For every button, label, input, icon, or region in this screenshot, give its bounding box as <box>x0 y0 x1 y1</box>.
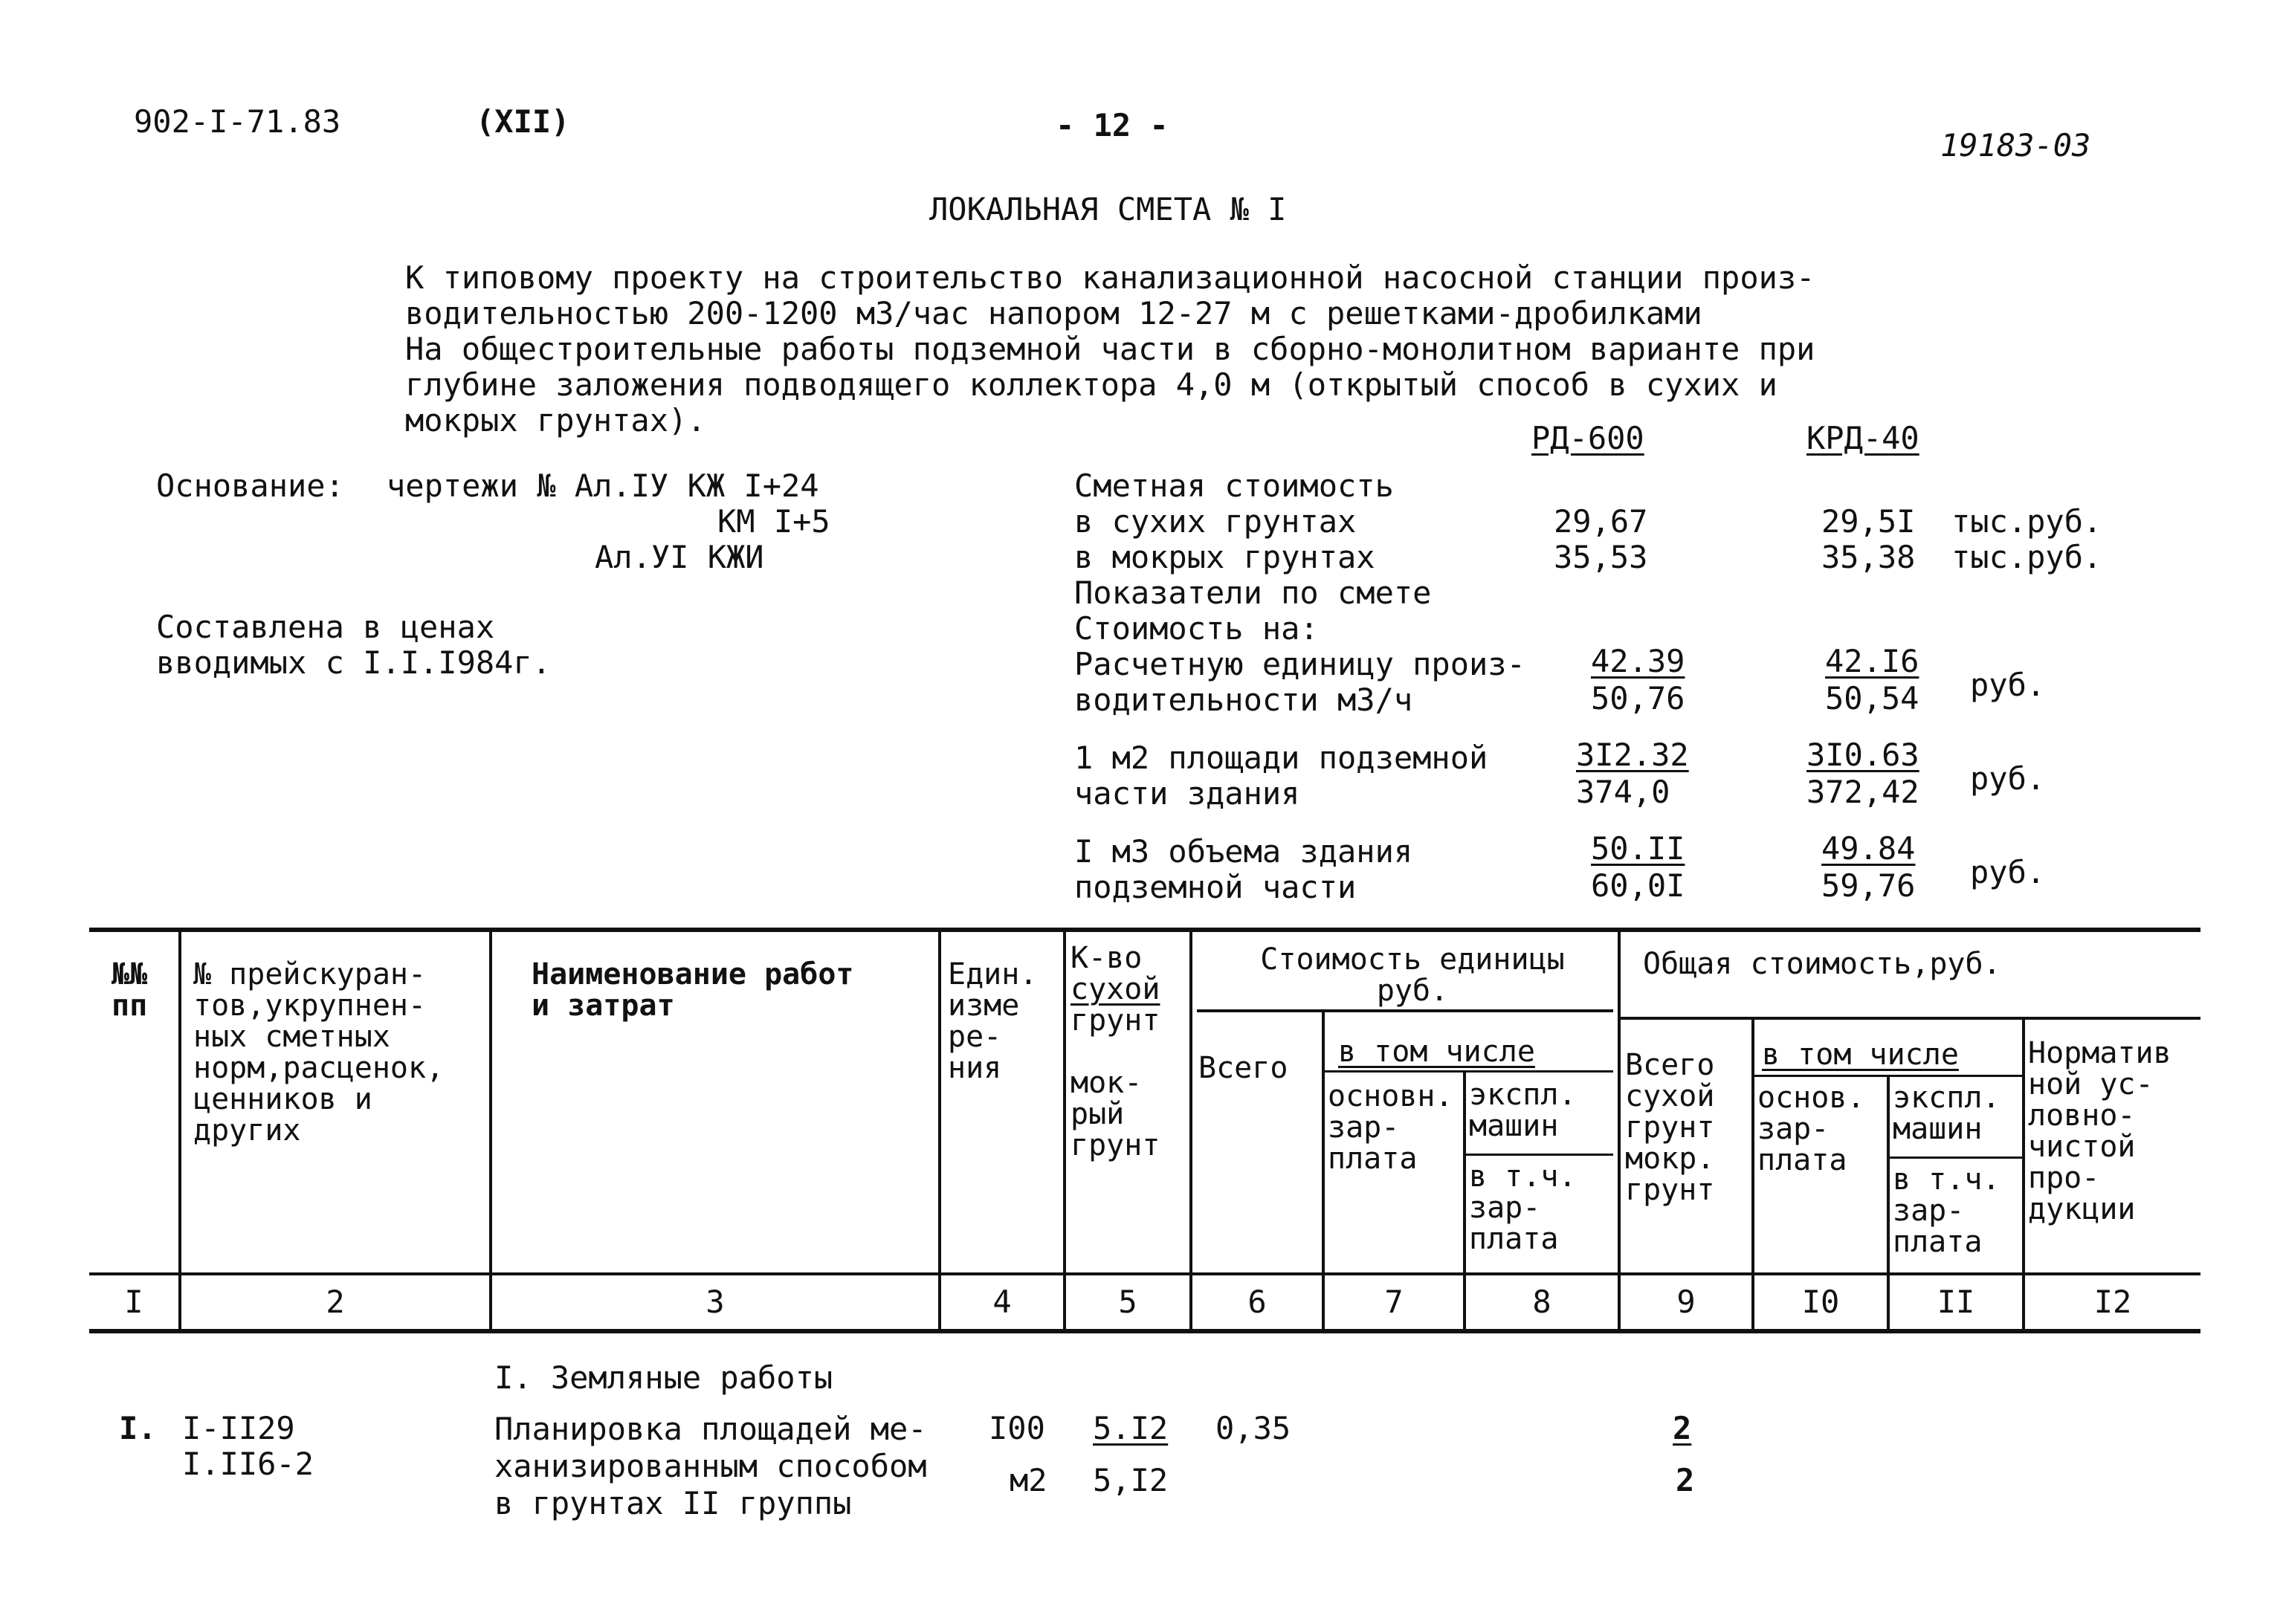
indicator-1-unit: руб. <box>1970 667 2046 703</box>
row-unit-cost-total: 0,35 <box>1215 1410 1291 1446</box>
variant-1-label: РД-600 <box>1531 420 1644 456</box>
table-subcell-rule <box>1888 1156 2022 1159</box>
estimate-unit-thous: тыс.руб. <box>1951 503 2102 540</box>
indicator-2-v1-wet: 374,0 <box>1576 774 1670 810</box>
col-header-wage: основн. зар- плата <box>1328 1079 1453 1176</box>
estimate-unit-thous: тыс.руб. <box>1951 539 2102 575</box>
basis-label: Основание: <box>156 468 344 504</box>
table-header-rule <box>89 1272 2200 1275</box>
variant-2-label: КРД-40 <box>1806 420 1919 456</box>
row-qty-dry: 5.I2 <box>1093 1410 1169 1446</box>
indicator-1-v2-dry: 42.I6 <box>1825 643 1919 679</box>
row-code-2: I.II6-2 <box>182 1446 314 1482</box>
row-number: I. <box>119 1410 157 1446</box>
estimate-cost-title: Сметная стоимость <box>1074 468 1394 504</box>
table-col-rule <box>1322 1009 1325 1332</box>
estimate-indicators: Показатели по смете <box>1074 575 1432 611</box>
section-title: I. Земляные работы <box>494 1359 833 1396</box>
indicator-2-v1-dry: 3I2.32 <box>1576 737 1689 773</box>
indicator-1-line2: водительности м3/ч <box>1074 682 1413 718</box>
col-header-total: Всего сухой грунт мокр. грунт <box>1625 1048 1715 1207</box>
intro-line: мокрых грунтах). <box>405 402 706 439</box>
table-colnum-rule <box>89 1329 2200 1333</box>
col-header-unit-total: Всего <box>1198 1051 1288 1085</box>
indicator-1-line1: Расчетную единицу произ- <box>1074 646 1525 682</box>
indicator-1-v1-dry: 42.39 <box>1591 643 1685 679</box>
indicator-3-v1-dry: 50.II <box>1591 830 1685 867</box>
row-qty-wet: 5,I2 <box>1093 1462 1169 1498</box>
estimate-dry-v2: 29,5I <box>1821 503 1916 540</box>
basis-drawings-line3: Ал.УI КЖИ <box>595 539 764 575</box>
table-col-rule <box>489 928 492 1332</box>
indicator-3-v2-dry: 49.84 <box>1821 830 1916 867</box>
indicator-3-line1: I м3 объема здания <box>1074 833 1413 870</box>
basis-drawings-line2: КМ I+5 <box>717 503 830 540</box>
estimate-wet-v1: 35,53 <box>1554 539 1648 575</box>
indicator-1-v2-wet: 50,54 <box>1825 680 1919 716</box>
col-header-qty-dry: сухой <box>1071 972 1160 1006</box>
estimate-dry-label: в сухих грунтах <box>1074 503 1357 540</box>
column-number: 5 <box>1118 1284 1137 1320</box>
estimate-dry-v1: 29,67 <box>1554 503 1648 540</box>
indicator-2-v2-dry: 3I0.63 <box>1806 737 1919 773</box>
table-col-rule <box>1063 928 1066 1332</box>
basis-drawings-line1: чертежи № Ал.IУ КЖ I+24 <box>387 468 819 504</box>
col-header-total-machines-wage: в т.ч. зар- плата <box>1893 1162 2001 1259</box>
indicator-3-v1-wet: 60,0I <box>1591 867 1685 904</box>
indicator-2-line2: части здания <box>1074 775 1300 812</box>
column-number: 8 <box>1532 1284 1551 1320</box>
col-header-total-wage: основ. зар- плата <box>1757 1081 1865 1177</box>
column-number: II <box>1937 1284 1975 1320</box>
page-number: - 12 - <box>1056 107 1169 143</box>
intro-line: К типовому проекту на строительство канализационной насосной станции произ- <box>405 259 1815 296</box>
intro-line: На общестроительные работы подземной части в сборно-монолитном варианте при <box>405 331 1815 367</box>
indicator-3-v2-wet: 59,76 <box>1821 867 1916 904</box>
estimate-wet-v2: 35,38 <box>1821 539 1916 575</box>
group-header-unit-cost: Стоимость единицы руб. <box>1260 942 1565 1008</box>
column-number: I <box>124 1284 143 1320</box>
col-header-incl: в том числе <box>1762 1038 1959 1072</box>
column-number: 4 <box>992 1284 1012 1320</box>
col-header-name: Наименование работ и затрат <box>532 957 854 1023</box>
col-header-norm-product: Норматив ной ус- ловно- чистой про- дукции <box>2028 1036 2171 1226</box>
col-header-total-machines: экспл. машин <box>1893 1081 2001 1146</box>
indicator-2-v2-wet: 372,42 <box>1806 774 1919 810</box>
col-header-machines-wage: в т.ч. зар- плата <box>1469 1159 1577 1256</box>
col-header-unit: Един. изме ре- ния <box>948 957 1038 1085</box>
archive-number: 19183-03 <box>1940 127 2091 164</box>
table-col-rule <box>938 928 941 1332</box>
table-top-rule <box>89 928 2200 932</box>
indicator-3-unit: руб. <box>1970 854 2046 890</box>
document-code: 902-I-71.83 <box>134 103 341 140</box>
indicator-1-v1-wet: 50,76 <box>1591 680 1685 716</box>
column-number: 6 <box>1247 1284 1267 1320</box>
row-unit-2: м2 <box>1010 1462 1047 1498</box>
column-number: 7 <box>1384 1284 1404 1320</box>
col-header-qty-rest: грунт мок- рый грунт <box>1071 1003 1160 1162</box>
column-number: 3 <box>705 1284 725 1320</box>
col-header-code: № прейскуран- тов,укрупнен- ных сметных норм,расценок, ценников и других <box>193 957 445 1148</box>
table-subgroup-rule <box>1323 1070 1613 1073</box>
col-header-machines: экспл. машин <box>1469 1078 1577 1143</box>
col-header-qty-top: К-во <box>1071 941 1143 975</box>
prices-line1: Составлена в ценах <box>156 609 495 645</box>
indicator-2-line1: 1 м2 площади подземной <box>1074 740 1488 776</box>
column-number: 9 <box>1676 1284 1696 1320</box>
estimate-wet-label: в мокрых грунтах <box>1074 539 1375 575</box>
table-col-rule <box>1189 928 1192 1332</box>
column-number: I0 <box>1801 1284 1840 1320</box>
group-header-total-cost: Общая стоимость,руб. <box>1643 947 2001 981</box>
prices-line2: вводимых с I.I.I984г. <box>156 644 552 681</box>
table-group-rule <box>1197 1009 1613 1012</box>
column-number: 2 <box>326 1284 345 1320</box>
section-marker: (XII) <box>476 103 570 140</box>
row-total-dry: 2 <box>1673 1410 1692 1446</box>
row-code-1: I-II29 <box>182 1410 295 1446</box>
col-header-number: №№ пп <box>112 957 148 1023</box>
table-subcell-rule <box>1465 1154 1613 1156</box>
table-col-rule <box>1618 928 1621 1332</box>
row-unit-1: I00 <box>989 1410 1045 1446</box>
table-col-rule <box>178 928 181 1332</box>
table-group-rule <box>1621 1017 2200 1020</box>
row-work-name: Планировка площадей ме- ханизированным способом в грунтах II группы <box>494 1411 927 1521</box>
column-number: I2 <box>2093 1284 2132 1320</box>
indicator-3-line2: подземной части <box>1074 869 1357 905</box>
intro-line: глубине заложения подводящего коллектора 4,0 м (открытый способ в сухих и <box>405 366 1777 403</box>
col-header-incl: в том числе <box>1338 1035 1535 1069</box>
estimate-cost-on: Стоимость на: <box>1074 610 1319 647</box>
document-title: ЛОКАЛЬНАЯ СМЕТА № I <box>929 191 1287 227</box>
intro-line: водительностью 200-1200 м3/час напором 12-27 м с решетками-дробилками <box>405 295 1702 331</box>
row-total-wet: 2 <box>1676 1462 1695 1498</box>
indicator-2-unit: руб. <box>1970 760 2046 797</box>
